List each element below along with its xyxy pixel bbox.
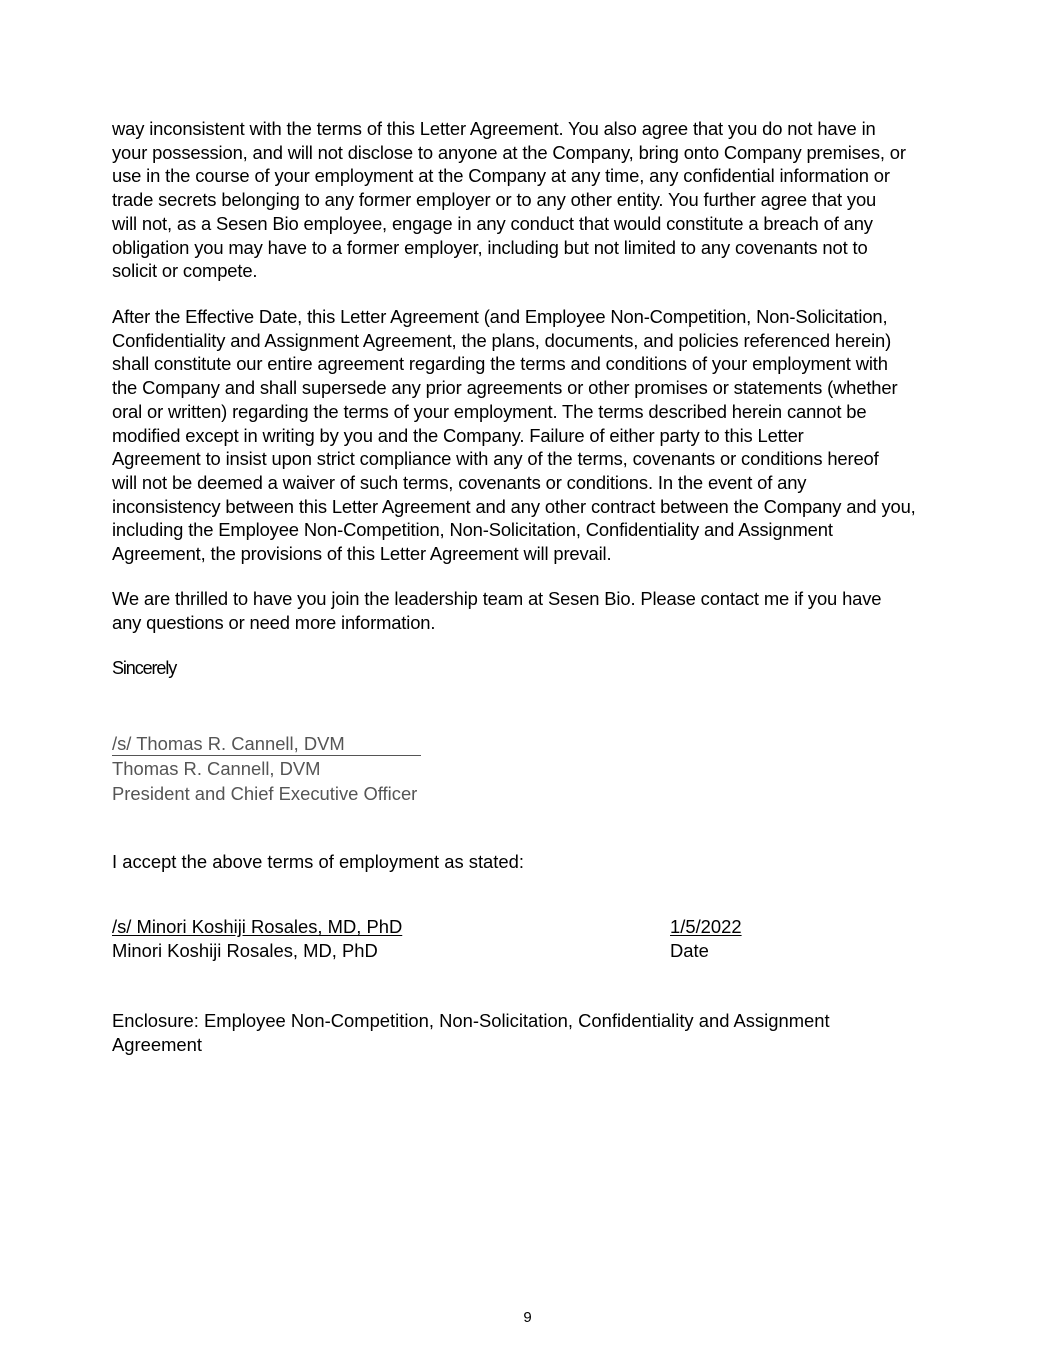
- signer-name: Thomas R. Cannell, DVM: [112, 758, 321, 779]
- text-line: We are thrilled to have you join the leadership team at Sesen Bio. Please contact me if you have: [112, 588, 882, 609]
- text-line: solicit or compete.: [112, 260, 258, 282]
- signer-title: President and Chief Executive Officer: [112, 783, 418, 804]
- text-line: modified except in writing by you and the Company. Failure of either party to this Letter: [112, 424, 804, 446]
- text-line: including the Employee Non-Competition, Non-Solicitation, Confidentiality and Assignment: [112, 519, 833, 541]
- text-line: will not be deemed a waiver of such terms, covenants or conditions. In the event of any: [112, 471, 807, 493]
- text-line: inconsistency between this Letter Agreement and any other contract between the Company and you,: [112, 495, 916, 517]
- text-line: oral or written) regarding the terms of your employment. The terms described herein cannot be: [112, 400, 867, 422]
- text-line: any questions or need more information.: [112, 611, 436, 633]
- text-line: Confidentiality and Assignment Agreement, the plans, documents, and policies referenced herein): [112, 329, 892, 351]
- employee-signature-block: [112, 915, 402, 963]
- text-line: trade secrets belonging to any former employer or to any other entity. You further agree that you: [112, 189, 877, 211]
- text-line: will not, as a Sesen Bio employee, engage in any conduct that would constitute a breach of any: [112, 212, 873, 234]
- text-line: Agreement, the provisions of this Letter Agreement will prevail.: [112, 543, 612, 565]
- text-line: way inconsistent with the terms of this Letter Agreement. You also agree that you do not have in: [112, 118, 876, 139]
- text-line: your possession, and will not disclose to anyone at the Company, bring onto Company premises, or: [112, 141, 906, 163]
- date-block: [670, 915, 742, 963]
- paragraph-entire-agreement: [112, 305, 947, 566]
- company-signature: /s/ Thomas R. Cannell, DVM: [112, 733, 421, 756]
- text-line: Agreement to insist upon strict compliance with any of the terms, covenants or conditions hereof: [112, 448, 879, 470]
- text-line: After the Effective Date, this Letter Agreement (and Employee Non-Competition, Non-Solicitation,: [112, 306, 888, 327]
- paragraph-confidentiality: [112, 117, 947, 283]
- paragraph-welcome: [112, 587, 947, 634]
- acceptance-statement: I accept the above terms of employment as stated:: [112, 851, 524, 872]
- text-line: Enclosure: Employee Non-Competition, Non-Solicitation, Confidentiality and Assignment: [112, 1010, 830, 1031]
- company-signature-block: [112, 731, 421, 806]
- enclosure-note: [112, 1009, 947, 1057]
- page-number: 9: [523, 1309, 532, 1326]
- date-label: Date: [670, 940, 709, 961]
- closing-salutation: Sincerely: [112, 658, 177, 678]
- signature-date: 1/5/2022: [670, 916, 742, 937]
- text-line: the Company and shall supersede any prior agreements or other promises or statements (whether: [112, 377, 898, 399]
- employee-name: Minori Koshiji Rosales, MD, PhD: [112, 940, 378, 961]
- text-line: Agreement: [112, 1034, 202, 1055]
- employee-signature: /s/ Minori Koshiji Rosales, MD, PhD: [112, 916, 403, 937]
- text-line: obligation you may have to a former employer, including but not limited to any covenants not to: [112, 236, 868, 258]
- text-line: use in the course of your employment at the Company at any time, any confidential information or: [112, 165, 890, 187]
- text-line: shall constitute our entire agreement regarding the terms and conditions of your employment with: [112, 353, 888, 375]
